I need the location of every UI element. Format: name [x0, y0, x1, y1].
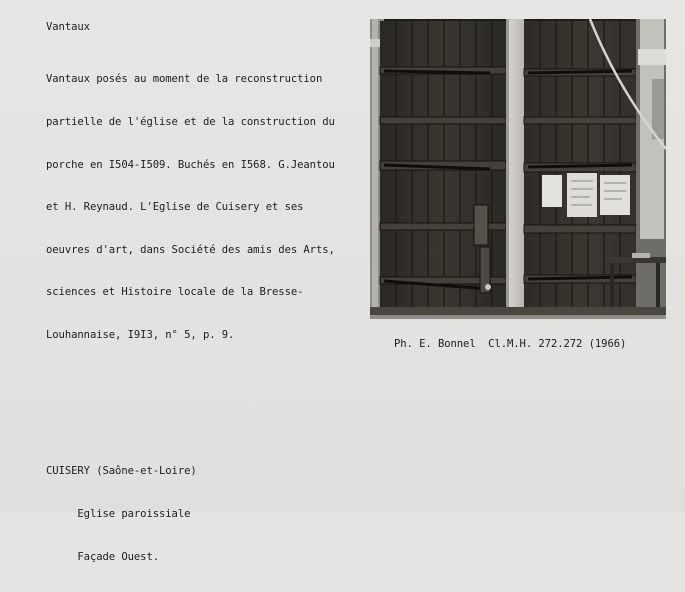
- description-line: oeuvres d'art, dans Société des amis des Arts,: [46, 243, 335, 256]
- description-line: partielle de l'église et de la construction du: [46, 116, 335, 129]
- door-photo-drawing: [370, 19, 666, 319]
- description-line: sciences et Histoire locale de la Bresse-: [46, 286, 304, 299]
- description-line: Vantaux posés au moment de la reconstruction: [46, 73, 323, 86]
- location-line: CUISERY (Saône-et-Loire): [46, 465, 197, 478]
- description: [46, 44, 335, 371]
- description-line: porche en I504-I509. Buchés en I568. G.Jeantou: [46, 158, 335, 171]
- card-title: Vantaux: [46, 21, 90, 33]
- location-line: Façade Ouest.: [46, 550, 160, 563]
- door-photograph: [370, 19, 666, 319]
- description-line: et H. Reynaud. L'Eglise de Cuisery et ses: [46, 201, 304, 214]
- location-block: [46, 436, 197, 592]
- description-line: Louhannaise, I9I3, n° 5, p. 9.: [46, 329, 235, 342]
- location-line: Eglise paroissiale: [46, 508, 191, 521]
- photo-credit: Ph. E. Bonnel Cl.M.H. 272.272 (1966): [394, 338, 627, 350]
